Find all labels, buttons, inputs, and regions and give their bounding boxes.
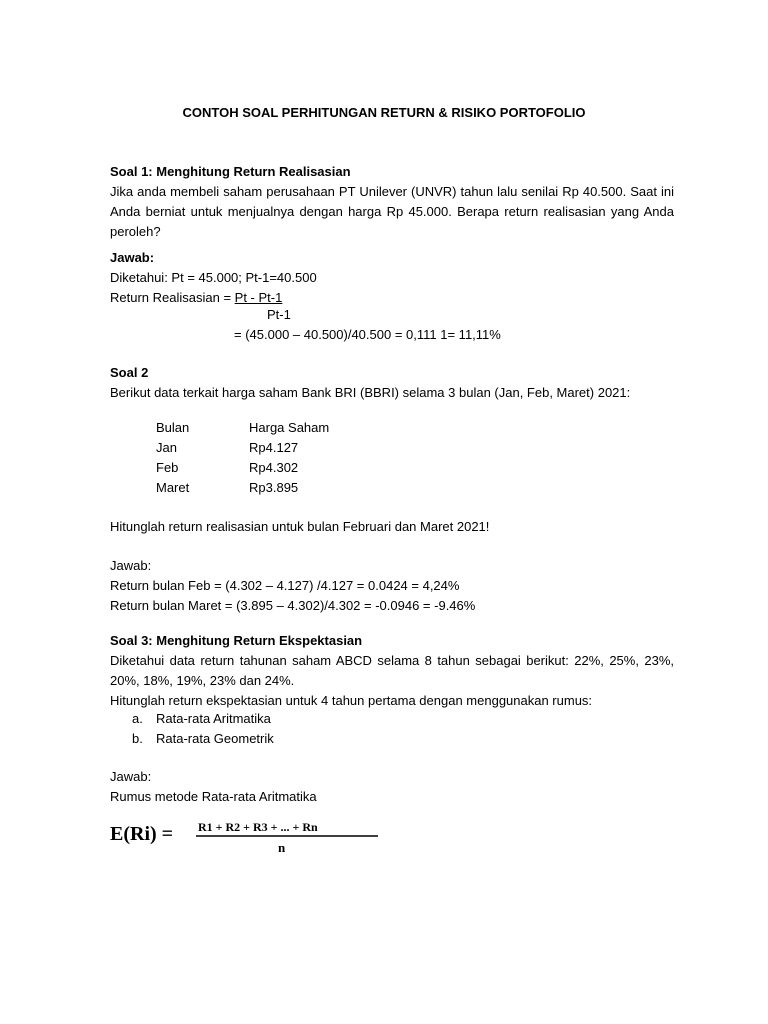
table-row bbox=[156, 460, 329, 480]
arithmetic-mean-formula bbox=[110, 812, 390, 856]
soal2-section bbox=[110, 363, 674, 403]
soal1-section bbox=[110, 162, 674, 242]
table-row bbox=[156, 440, 329, 460]
soal2-answer-maret: Return bulan Maret = (3.895 – 4.302)/4.302 = -0.0946 = -9.46% bbox=[110, 598, 476, 613]
formula-lhs: E(Ri) = bbox=[110, 823, 174, 845]
table-header-row bbox=[156, 420, 329, 440]
soal3-text: Diketahui data return tahunan saham ABCD selama 8 tahun sebagai berikut: 22%, 25%, 23%, 20%, 18%, 19%, 23% dan 24%. bbox=[110, 653, 674, 688]
soal1-text: Jika anda membeli saham perusahaan PT Unilever (UNVR) tahun lalu senilai Rp 40.500. Saat ini Anda berniat untuk menjualnya dengan harga Rp 45.000. Berapa return realisasian yang Anda peroleh? bbox=[110, 184, 674, 239]
soal3-rumus-label: Rumus metode Rata-rata Aritmatika bbox=[110, 789, 317, 804]
list-marker: b. bbox=[132, 731, 143, 746]
list-marker: a. bbox=[132, 711, 143, 726]
soal2-answer-feb: Return bulan Feb = (4.302 – 4.127) /4.127 = 0.0424 = 4,24% bbox=[110, 578, 460, 593]
list-item bbox=[132, 729, 274, 749]
soal3-jawab-label: Jawab: bbox=[110, 769, 152, 784]
formula-numerator: R1 + R2 + R3 + ... + Rn bbox=[198, 820, 318, 834]
soal3-answer bbox=[110, 767, 674, 807]
list-label: Rata-rata Aritmatika bbox=[156, 711, 271, 726]
soal1-return-line bbox=[110, 288, 674, 308]
soal2-jawab-label: Jawab: bbox=[110, 558, 152, 573]
table-cell-bulan: Maret bbox=[156, 480, 190, 495]
table-row bbox=[156, 480, 329, 500]
soal3-options bbox=[132, 709, 274, 749]
soal3-section bbox=[110, 631, 674, 711]
soal2-text: Berikut data terkait harga saham Bank BRI (BBRI) selama 3 bulan (Jan, Feb, Maret) 2021: bbox=[110, 385, 631, 400]
list-label: Rata-rata Geometrik bbox=[156, 731, 274, 746]
table-header-cell: Bulan bbox=[156, 420, 190, 435]
table-cell-bulan: Jan bbox=[156, 440, 177, 455]
soal1-answer bbox=[110, 248, 674, 308]
table-cell-bulan: Feb bbox=[156, 460, 179, 475]
soal2-answer bbox=[110, 556, 674, 616]
price-table bbox=[156, 420, 329, 500]
soal1-diketahui: Diketahui: Pt = 45.000; Pt-1=40.500 bbox=[110, 270, 317, 285]
soal3-heading: Soal 3: Menghitung Return Ekspektasian bbox=[110, 633, 363, 648]
soal1-numerator: Pt - Pt-1 bbox=[234, 290, 283, 305]
soal1-result: = (45.000 – 40.500)/40.500 = 0,111 1= 11,11% bbox=[234, 327, 501, 342]
table-cell-harga: Rp4.127 bbox=[249, 440, 299, 455]
list-item bbox=[132, 709, 274, 729]
soal1-return-label: Return Realisasian = bbox=[110, 290, 235, 305]
table-cell-harga: Rp3.895 bbox=[249, 480, 299, 495]
formula-denominator: n bbox=[278, 840, 286, 855]
soal2-question: Hitunglah return realisasian untuk bulan Februari dan Maret 2021! bbox=[110, 519, 490, 534]
soal2-heading: Soal 2 bbox=[110, 365, 149, 380]
page-title: CONTOH SOAL PERHITUNGAN RETURN & RISIKO PORTOFOLIO bbox=[182, 105, 586, 120]
table-cell-harga: Rp4.302 bbox=[249, 460, 299, 475]
soal1-heading: Soal 1: Menghitung Return Realisasian bbox=[110, 164, 351, 179]
soal1-jawab-label: Jawab: bbox=[110, 250, 155, 265]
soal3-question: Hitunglah return ekspektasian untuk 4 tahun pertama dengan menggunakan rumus: bbox=[110, 693, 593, 708]
soal1-denominator: Pt-1 bbox=[267, 307, 291, 322]
table-header-cell: Harga Saham bbox=[249, 420, 330, 435]
